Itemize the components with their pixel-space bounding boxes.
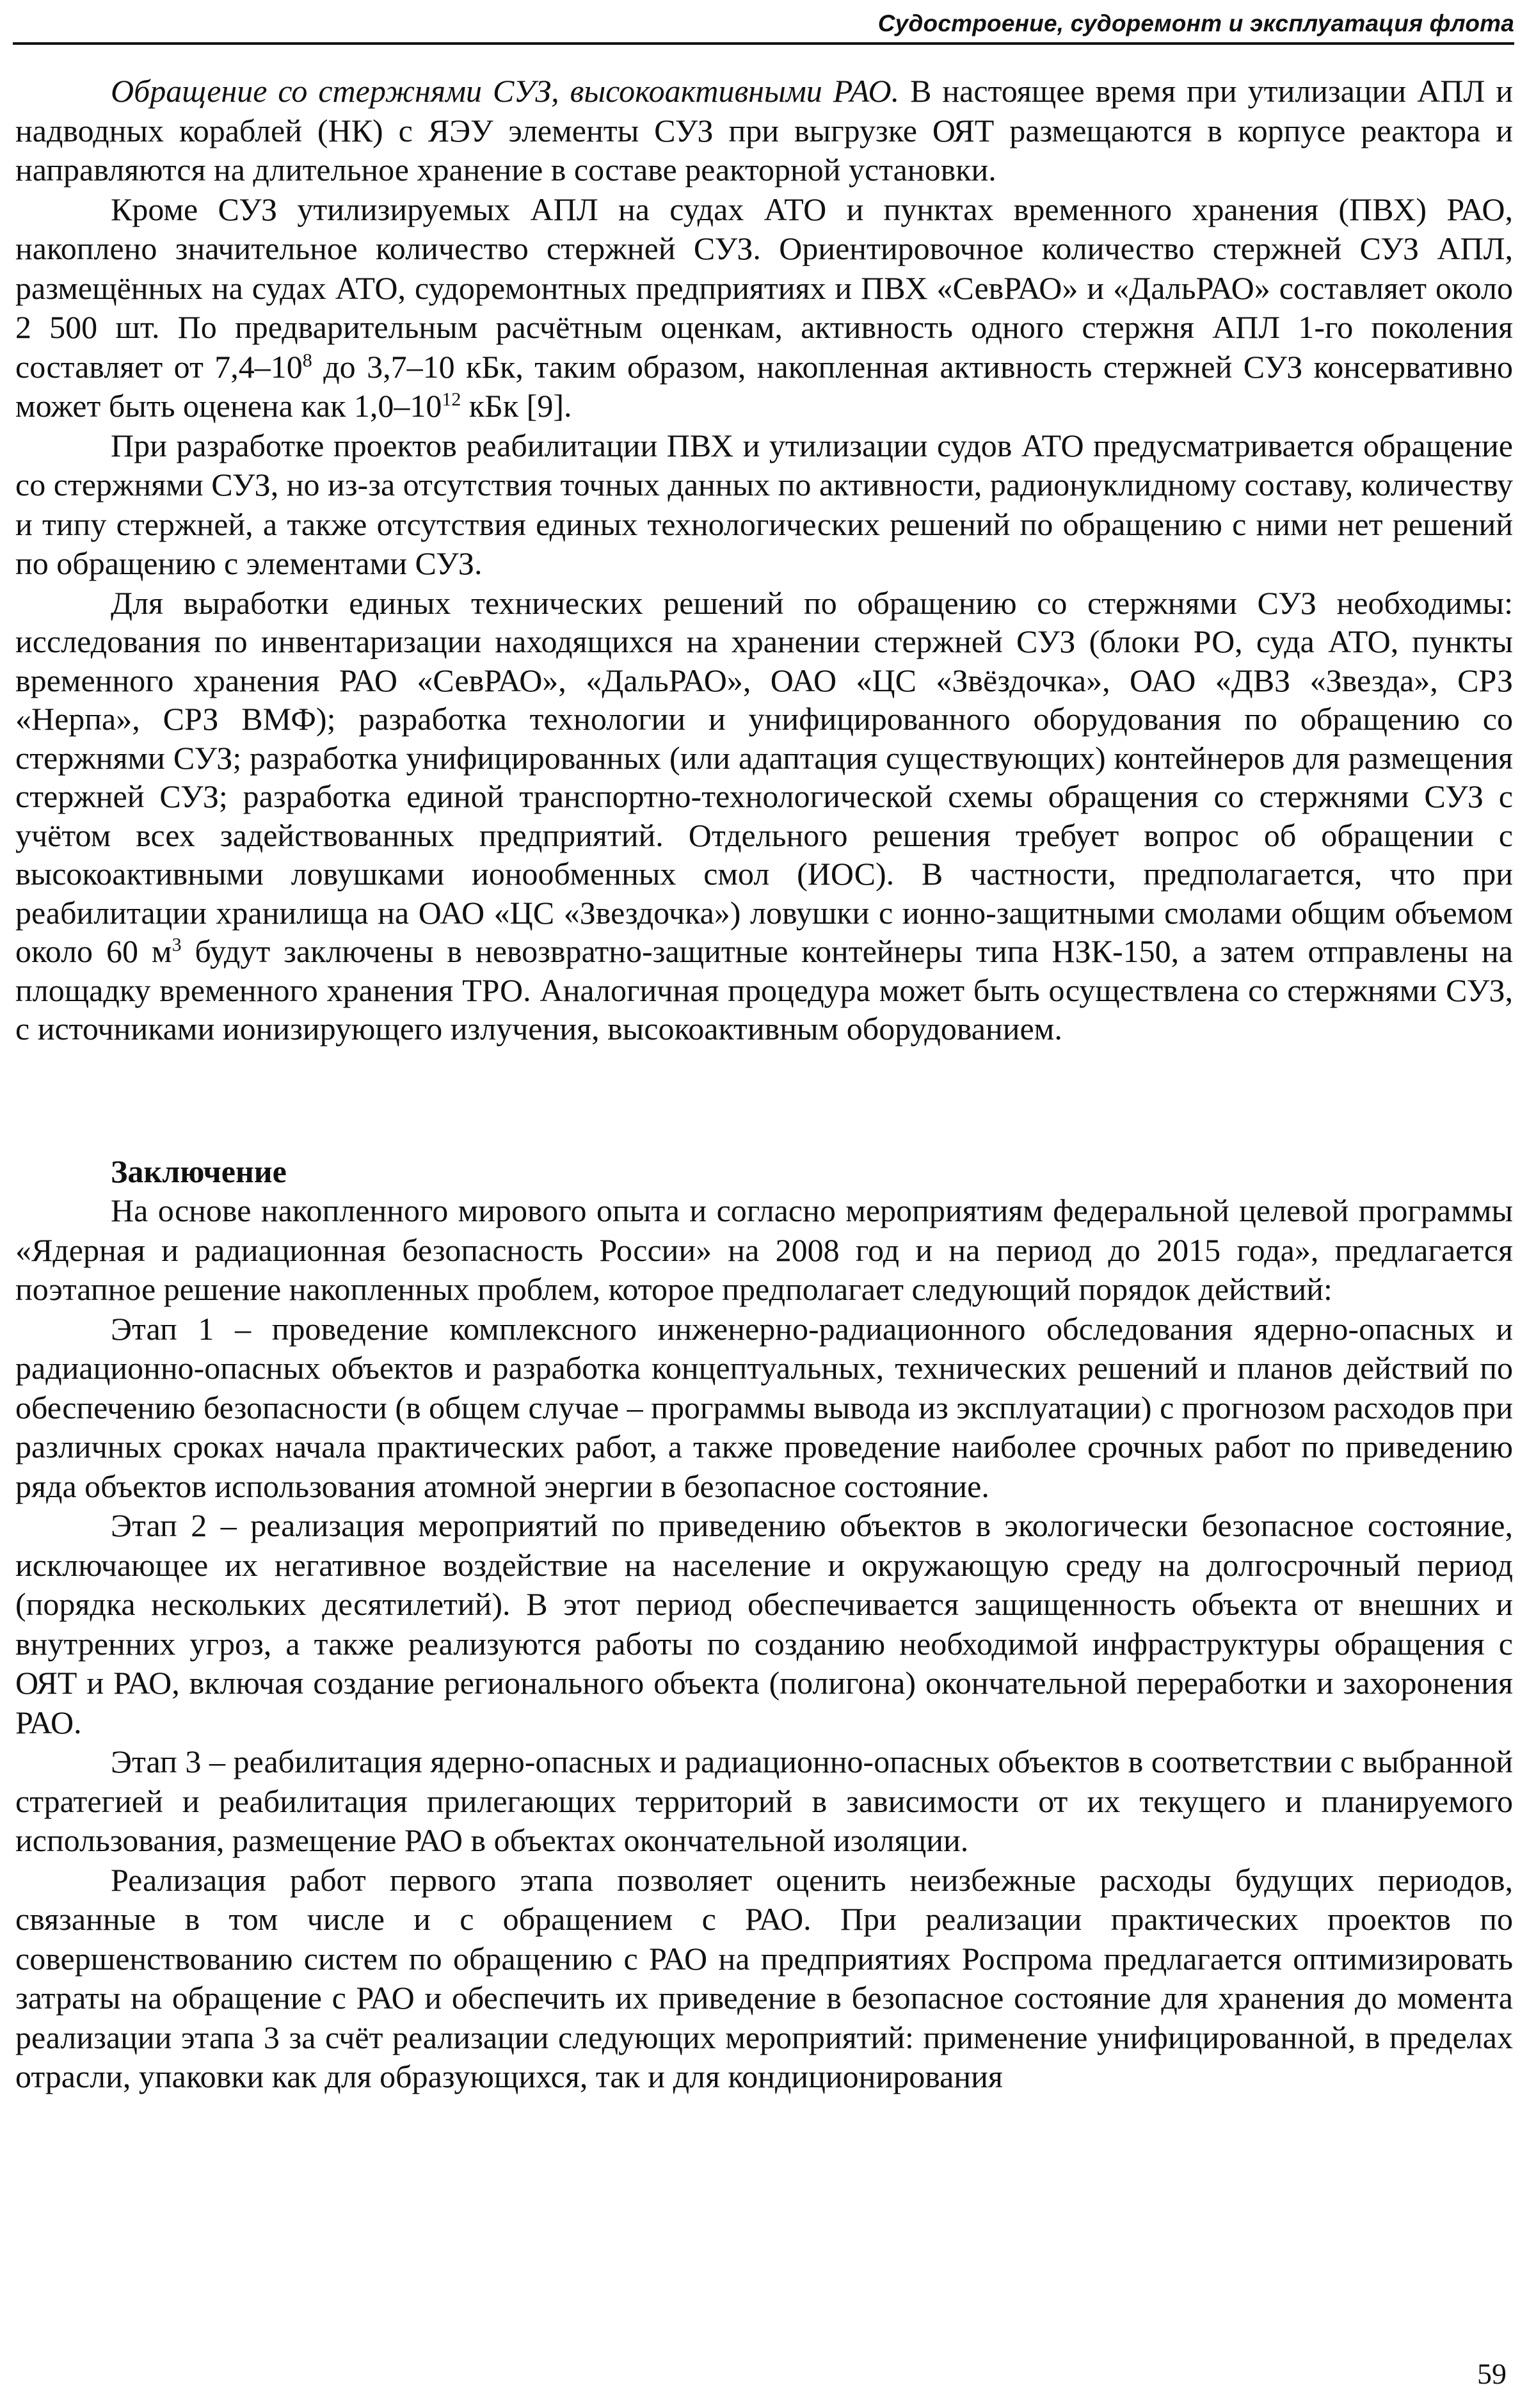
paragraph-technical-solutions	[15, 584, 1513, 1048]
paragraph-text: кБк [9].	[461, 388, 572, 424]
page-number: 59	[1477, 2357, 1507, 2390]
paragraph-text: Кроме СУЗ утилизируемых АПЛ на судах АТО и пунктах временного хранения (ПВХ) РАО, накоплено значительное количество стержней СУЗ. Ориентировочное количество стержней СУЗ АПЛ, размещённых на судах АТО, судоремонтных предприятиях и ПВХ «СевРАО» и «ДальРАО» составляет около 2 500 шт. По предварительным расчётным оценкам, активность одного стержня АПЛ 1-го поколения составляет от 7,4–10	[15, 191, 1513, 385]
paragraph-stage-1: Этап 1 – проведение комплексного инженерно-радиационного обследования ядерно-опасных и радиационно-опасных объектов и разработка концептуальных, технических решений и планов действий по обеспечению безопасности (в общем случае – программы вывода из эксплуатации) с прогнозом расходов при различных сроках начала практических работ, а также проведение наиболее срочных работ по приведению ряда объектов использования атомной энергии в безопасное состояние.	[15, 1310, 1513, 1504]
paragraph-text: до 3,7–10 кБк, таким образом, накопленная активность стержней СУЗ консервативно может быть оценена как 1,0–10	[15, 348, 1514, 424]
superscript: 12	[442, 389, 461, 410]
paragraph-text: В настоящее время при утилизации АПЛ и надводных кораблей (НК) с ЯЭУ элементы СУЗ при выгрузке ОЯТ размещаются в корпусе реактора и направляются на длительное хранение в составе реакторной установки.	[15, 73, 1513, 188]
paragraph-text: Для выработки единых технических решений по обращению со стержнями СУЗ необходимы: исследования по инвентаризации находящихся на хранении стержней СУЗ (блоки РО, суда АТО, пункты временного хранения РАО «СевРАО», «ДальРАО», ОАО «ЦС «Звёздочка», ОАО «ДВЗ «Звезда», СРЗ «Нерпа», СРЗ ВМФ); разработка технологии и унифицированного оборудования по обращению со стержнями СУЗ; разработка унифицированных (или адаптация существующих) контейнеров для размещения стержней СУЗ; разработка единой транспортно-технологической схемы обращения со стержнями СУЗ с учётом всех задействованных предприятий. Отдельного решения требует вопрос об обращении с высокоактивными ловушками ионообменных смол (ИОС). В частности, предполагается, что при реабилитации хранилища на ОАО «ЦС «Звездочка») ловушки с ионно-защитными смолами общим объемом около 60 м	[15, 584, 1513, 969]
section-spacer	[15, 1048, 1513, 1152]
header-rule	[13, 42, 1514, 45]
paragraph-rehabilitation-projects: При разработке проектов реабилитации ПВХ и утилизации судов АТО предусматривается обращение со стержнями СУЗ, но из-за отсутствия точных данных по активности, радионуклидному составу, количеству и типу стержней, а также отсутствия единых технологических решений по обращению с ними нет решений по обращению с элементами СУЗ.	[15, 427, 1513, 581]
paragraph-rod-count	[15, 190, 1513, 426]
paragraph-suz-handling	[15, 72, 1513, 190]
superscript: 3	[172, 934, 182, 956]
paragraph-text: будут заключены в невозвратно-защитные контейнеры типа НЗК-150, а затем отправлены на площадку временного хранения ТРО. Аналогичная процедура может быть осуществлена со стержнями СУЗ, с источниками ионизирующего излучения, высокоактивным оборудованием.	[15, 933, 1514, 1047]
paragraph-first-stage-implementation: Реализация работ первого этапа позволяет оценить неизбежные расходы будущих периодов, связанные в том числе и с обращением с РАО. При реализации практических проектов по совершенствованию систем по обращению с РАО на предприятиях Роспрома предлагается оптимизировать затраты на обращение с РАО и обеспечить их приведение в безопасное состояние для хранения до момента реализации этапа 3 за счёт реализации следующих мероприятий: применение унифицированной, в пределах отрасли, упаковки как для образующихся, так и для кондиционирования	[15, 1861, 1513, 2094]
paragraph-conclusion-intro: На основе накопленного мирового опыта и согласно мероприятиям федеральной целевой программы «Ядерная и радиационная безопасность России» на 2008 год и на период до 2015 года», предлагается поэтапное решение накопленных проблем, которое предполагает следующий порядок действий:	[15, 1192, 1513, 1307]
paragraph-lead-italic: Обращение со стержнями СУЗ, высокоактивными РАО.	[111, 73, 900, 109]
running-header: Судостроение, судоремонт и эксплуатация флота	[877, 10, 1514, 36]
paragraph-stage-2: Этап 2 – реализация мероприятий по приведению объектов в экологически безопасное состояние, исключающее их негативное воздействие на население и окружающую среду на долгосрочный период (порядка нескольких десятилетий). В этот период обеспечивается защищенность объекта от внешних и внутренних угроз, а также реализуются работы по созданию необходимой инфраструктуры обращения с ОЯТ и РАО, включая создание регионального объекта (полигона) окончательной переработки и захоронения РАО.	[15, 1507, 1513, 1740]
article-body	[15, 72, 1513, 2097]
paragraph-stage-3: Этап 3 – реабилитация ядерно-опасных и радиационно-опасных объектов в соответствии с выбранной стратегией и реабилитация прилегающих территорий в зависимости от их текущего и планируемого использования, размещение РАО в объектах окончательной изоляции.	[15, 1744, 1513, 1858]
section-title-conclusion: Заключение	[111, 1153, 287, 1189]
superscript: 8	[302, 349, 312, 371]
